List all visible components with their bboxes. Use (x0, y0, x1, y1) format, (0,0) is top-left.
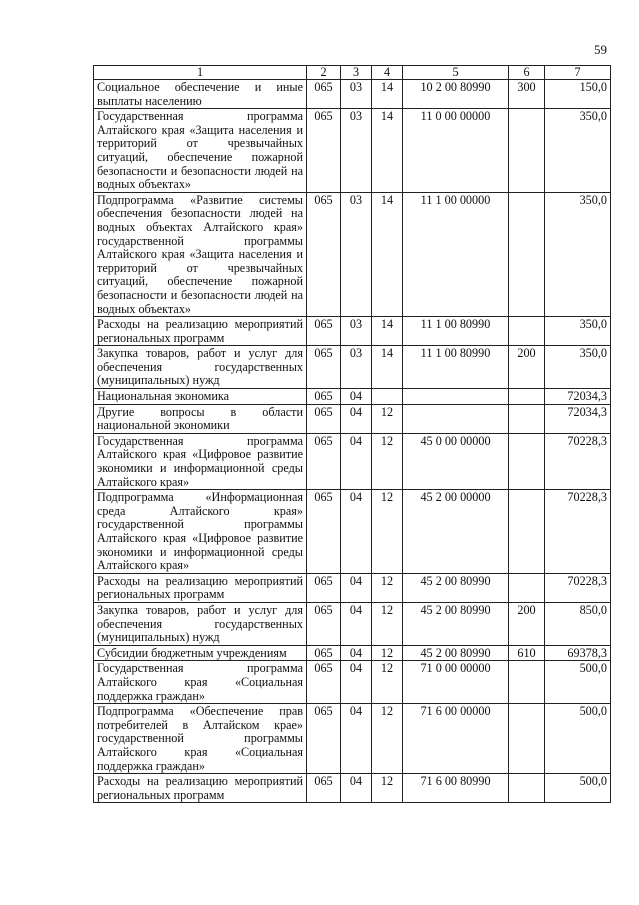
cell-target-article (403, 404, 509, 433)
cell-target-article: 45 2 00 80990 (403, 573, 509, 602)
cell-target-article: 71 6 00 00000 (403, 704, 509, 774)
cell-amount: 500,0 (545, 774, 611, 803)
table-header-row (94, 66, 611, 80)
cell-target-article (403, 389, 509, 405)
cell-target-article: 45 2 00 80990 (403, 602, 509, 645)
cell-name: Расходы на реализацию мероприятий региональных программ (94, 317, 307, 346)
cell-name: Подпрограмма «Информационная среда Алтайского края» государственной программы Алтайского края «Цифровое развитие экономики и информационной среды Алтайского края» (94, 490, 307, 574)
cell-amount: 70228,3 (545, 433, 611, 489)
cell-gov-code: 065 (307, 346, 341, 389)
cell-gov-code: 065 (307, 645, 341, 661)
cell-name: Государственная программа Алтайского края «Цифровое развитие экономики и информационной среды Алтайского края» (94, 433, 307, 489)
cell-target-article: 11 1 00 00000 (403, 192, 509, 316)
cell-subsection: 12 (372, 704, 403, 774)
cell-section: 03 (341, 109, 372, 193)
cell-target-article: 11 1 00 80990 (403, 346, 509, 389)
cell-amount: 350,0 (545, 192, 611, 316)
cell-subsection: 14 (372, 109, 403, 193)
table-body (94, 80, 611, 803)
cell-name: Государственная программа Алтайского края «Социальная поддержка граждан» (94, 661, 307, 704)
cell-name: Подпрограмма «Обеспечение прав потребителей в Алтайском крае» государственной программы Алтайского края «Социальная поддержка граждан» (94, 704, 307, 774)
table-row (94, 645, 611, 661)
table-row (94, 192, 611, 316)
cell-name: Другие вопросы в области национальной экономики (94, 404, 307, 433)
cell-gov-code: 065 (307, 704, 341, 774)
cell-section: 03 (341, 80, 372, 109)
cell-section: 04 (341, 602, 372, 645)
cell-amount: 69378,3 (545, 645, 611, 661)
cell-subsection: 12 (372, 404, 403, 433)
table-row (94, 490, 611, 574)
cell-expense-type (509, 404, 545, 433)
cell-expense-type: 200 (509, 346, 545, 389)
cell-amount: 70228,3 (545, 573, 611, 602)
table-row (94, 433, 611, 489)
cell-expense-type (509, 389, 545, 405)
cell-gov-code: 065 (307, 490, 341, 574)
header-col-3: 3 (341, 66, 372, 80)
cell-subsection: 12 (372, 433, 403, 489)
cell-expense-type (509, 317, 545, 346)
cell-target-article: 11 0 00 00000 (403, 109, 509, 193)
cell-section: 03 (341, 192, 372, 316)
cell-amount: 350,0 (545, 317, 611, 346)
page-number: 59 (594, 42, 607, 57)
cell-name: Социальное обеспечение и иные выплаты населению (94, 80, 307, 109)
cell-expense-type (509, 704, 545, 774)
cell-subsection: 14 (372, 192, 403, 316)
cell-gov-code: 065 (307, 661, 341, 704)
table-row (94, 80, 611, 109)
table-row (94, 109, 611, 193)
cell-gov-code: 065 (307, 774, 341, 803)
cell-expense-type (509, 774, 545, 803)
cell-expense-type: 300 (509, 80, 545, 109)
cell-subsection: 12 (372, 573, 403, 602)
header-col-7: 7 (545, 66, 611, 80)
cell-expense-type (509, 192, 545, 316)
header-col-2: 2 (307, 66, 341, 80)
cell-section: 03 (341, 317, 372, 346)
header-col-4: 4 (372, 66, 403, 80)
cell-target-article: 45 2 00 80990 (403, 645, 509, 661)
cell-gov-code: 065 (307, 389, 341, 405)
cell-target-article: 45 2 00 00000 (403, 490, 509, 574)
cell-section: 04 (341, 774, 372, 803)
cell-name: Закупка товаров, работ и услуг для обеспечения государственных (муниципальных) нужд (94, 346, 307, 389)
cell-name: Государственная программа Алтайского края «Защита населения и территорий от чрезвычайных ситуаций, обеспечение пожарной безопасности и безопасности людей на водных объектах» (94, 109, 307, 193)
cell-subsection (372, 389, 403, 405)
cell-name: Расходы на реализацию мероприятий региональных программ (94, 774, 307, 803)
header-col-1: 1 (94, 66, 307, 80)
cell-target-article: 45 0 00 00000 (403, 433, 509, 489)
cell-name: Национальная экономика (94, 389, 307, 405)
cell-target-article: 10 2 00 80990 (403, 80, 509, 109)
cell-name: Субсидии бюджетным учреждениям (94, 645, 307, 661)
cell-target-article: 71 0 00 00000 (403, 661, 509, 704)
cell-name: Закупка товаров, работ и услуг для обеспечения государственных (муниципальных) нужд (94, 602, 307, 645)
cell-section: 04 (341, 661, 372, 704)
cell-subsection: 14 (372, 80, 403, 109)
table-row (94, 389, 611, 405)
cell-gov-code: 065 (307, 192, 341, 316)
table-row (94, 404, 611, 433)
cell-amount: 500,0 (545, 704, 611, 774)
cell-gov-code: 065 (307, 602, 341, 645)
cell-subsection: 12 (372, 645, 403, 661)
table-row (94, 573, 611, 602)
cell-subsection: 12 (372, 774, 403, 803)
cell-section: 04 (341, 433, 372, 489)
cell-gov-code: 065 (307, 317, 341, 346)
header-col-6: 6 (509, 66, 545, 80)
cell-subsection: 12 (372, 490, 403, 574)
table-row (94, 774, 611, 803)
cell-expense-type (509, 490, 545, 574)
budget-table (93, 65, 611, 803)
table-row (94, 346, 611, 389)
cell-section: 04 (341, 573, 372, 602)
cell-target-article: 11 1 00 80990 (403, 317, 509, 346)
table-row (94, 602, 611, 645)
cell-section: 04 (341, 704, 372, 774)
cell-expense-type: 200 (509, 602, 545, 645)
cell-gov-code: 065 (307, 404, 341, 433)
cell-section: 04 (341, 645, 372, 661)
cell-section: 04 (341, 389, 372, 405)
cell-section: 04 (341, 404, 372, 433)
cell-amount: 150,0 (545, 80, 611, 109)
cell-amount: 500,0 (545, 661, 611, 704)
cell-name: Расходы на реализацию мероприятий региональных программ (94, 573, 307, 602)
cell-amount: 70228,3 (545, 490, 611, 574)
cell-expense-type (509, 661, 545, 704)
cell-subsection: 14 (372, 346, 403, 389)
cell-expense-type (509, 109, 545, 193)
cell-gov-code: 065 (307, 433, 341, 489)
header-col-5: 5 (403, 66, 509, 80)
cell-expense-type: 610 (509, 645, 545, 661)
cell-amount: 72034,3 (545, 389, 611, 405)
cell-amount: 350,0 (545, 346, 611, 389)
cell-subsection: 14 (372, 317, 403, 346)
cell-subsection: 12 (372, 602, 403, 645)
cell-subsection: 12 (372, 661, 403, 704)
cell-gov-code: 065 (307, 109, 341, 193)
cell-target-article: 71 6 00 80990 (403, 774, 509, 803)
cell-section: 03 (341, 346, 372, 389)
cell-section: 04 (341, 490, 372, 574)
table-row (94, 661, 611, 704)
cell-amount: 350,0 (545, 109, 611, 193)
cell-gov-code: 065 (307, 80, 341, 109)
table-row (94, 704, 611, 774)
cell-amount: 72034,3 (545, 404, 611, 433)
cell-amount: 850,0 (545, 602, 611, 645)
table-row (94, 317, 611, 346)
cell-name: Подпрограмма «Развитие системы обеспечения безопасности людей на водных объектах Алтайского края» государственной программы Алтайского края «Защита населения и территорий от чрезвычайных ситуаций, обеспечение пожарной безопасности и безопасности людей на водных объектах» (94, 192, 307, 316)
cell-expense-type (509, 573, 545, 602)
cell-gov-code: 065 (307, 573, 341, 602)
cell-expense-type (509, 433, 545, 489)
